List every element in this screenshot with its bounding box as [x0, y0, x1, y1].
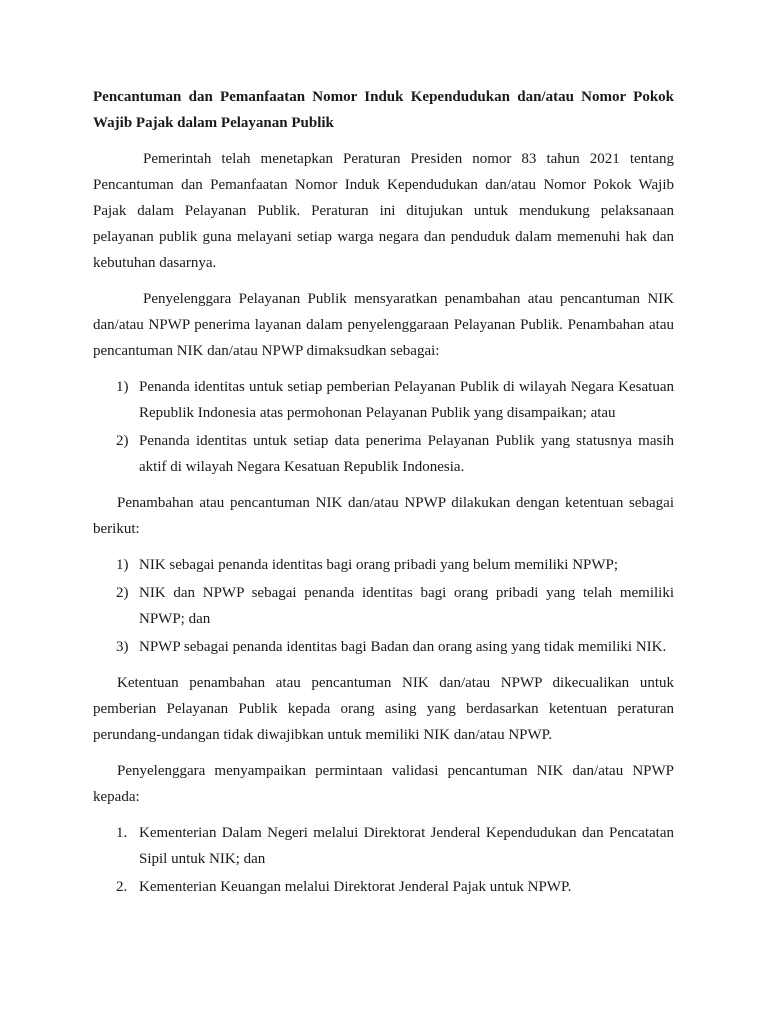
paragraph-permintaan-validasi: Penyelenggara menyampaikan permintaan validasi pencantuman NIK dan/atau NPWP kepada: — [93, 763, 674, 805]
list-item-text: Kementerian Keuangan melalui Direktorat Jenderal Pajak untuk NPWP. — [139, 879, 572, 895]
paragraph-ketentuan-penambahan: Penambahan atau pencantuman NIK dan/atau NPWP dilakukan dengan ketentuan sebagai berikut: — [93, 495, 674, 537]
list-marker: 1) — [116, 557, 129, 573]
paragraph-pengecualian: Ketentuan penambahan atau pencantuman NIK dan/atau NPWP dikecualikan untuk pemberian Pelayanan Publik kepada orang asing yang berdasarkan ketentuan peraturan perundang-undangan tidak diwajibkan untuk memiliki NIK dan/atau NPWP. — [93, 675, 674, 743]
list-item-text: Penanda identitas untuk setiap pemberian Pelayanan Publik di wilayah Negara Kesatuan Republik Indonesia atas permohonan Pelayanan Publik yang disampaikan; atau — [139, 379, 674, 421]
list-item — [93, 428, 674, 480]
list-marker: 2. — [116, 879, 128, 895]
list-item — [93, 374, 674, 426]
list-item-text: NIK dan NPWP sebagai penanda identitas bagi orang pribadi yang telah memiliki NPWP; dan — [139, 585, 674, 627]
paragraph-peraturan-presiden: Pemerintah telah menetapkan Peraturan Presiden nomor 83 tahun 2021 tentang Pencantuman dan Pemanfaatan Nomor Induk Kependudukan dan/atau Nomor Pokok Wajib Pajak dalam Pelayanan Publik. Peraturan ini ditujukan untuk mendukung pelaksanaan pelayanan publik guna melayani setiap warga negara dan penduduk dalam memenuhi hak dan kebutuhan dasarnya. — [93, 151, 674, 271]
document-body — [93, 84, 674, 910]
list-item — [93, 552, 674, 578]
list-item-text: NIK sebagai penanda identitas bagi orang pribadi yang belum memiliki NPWP; — [139, 557, 619, 573]
list-marker: 3) — [116, 639, 129, 655]
list-marker: 2) — [116, 585, 129, 601]
list-item — [93, 874, 674, 900]
list-marker: 1. — [116, 825, 128, 841]
paragraph-penyelenggara-syarat: Penyelenggara Pelayanan Publik mensyaratkan penambahan atau pencantuman NIK dan/atau NPWP penerima layanan dalam penyelenggaraan Pelayanan Publik. Penambahan atau pencantuman NIK dan/atau NPWP dimaksudkan sebagai: — [93, 291, 674, 359]
list-item — [93, 820, 674, 872]
list-item-text: Penanda identitas untuk setiap data penerima Pelayanan Publik yang statusnya masih aktif di wilayah Negara Kesatuan Republik Indonesia. — [139, 433, 674, 475]
list-item-text: NPWP sebagai penanda identitas bagi Badan dan orang asing yang tidak memiliki NIK. — [139, 639, 667, 655]
list-maksud-pencantuman — [93, 374, 674, 480]
list-marker: 2) — [116, 433, 129, 449]
list-ketentuan — [93, 552, 674, 660]
document-title: Pencantuman dan Pemanfaatan Nomor Induk Kependudukan dan/atau Nomor Pokok Wajib Pajak dalam Pelayanan Publik — [93, 89, 674, 131]
list-marker: 1) — [116, 379, 129, 395]
list-kementerian — [93, 820, 674, 900]
list-item — [93, 634, 674, 660]
list-item — [93, 580, 674, 632]
list-item-text: Kementerian Dalam Negeri melalui Direktorat Jenderal Kependudukan dan Pencatatan Sipil untuk NIK; dan — [139, 825, 674, 867]
